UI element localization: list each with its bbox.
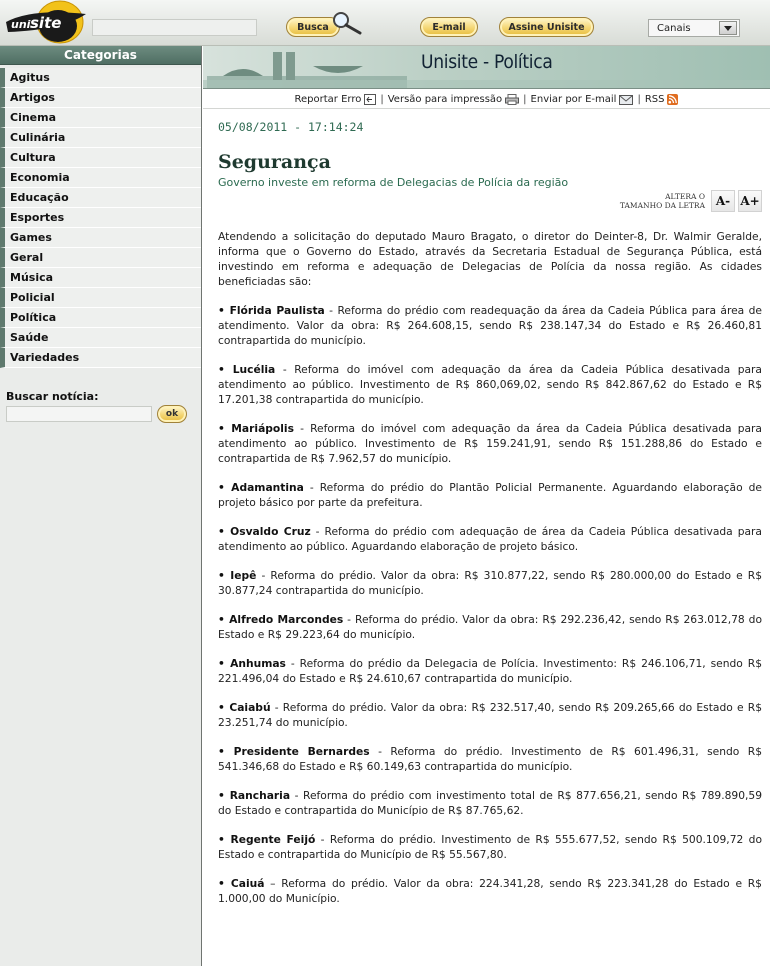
print-version-link[interactable] [388,94,519,105]
city-details: - Reforma do imóvel com adequação da área da Cadeia Pública desativada para atendimento ao público. Investimento de R$ 159.241,91, sendo R$ 151.288,86 do Estado e contrapartida de R$ 7.962,57 do município. [218,422,762,465]
city-name: Rancharia [229,789,291,802]
report-error-label: Reportar Erro [294,94,362,105]
rss-label: RSS [644,94,665,105]
section-title: Unisite - Política [421,51,553,73]
font-size-label [620,192,705,210]
font-size-controls [620,190,762,212]
list-item: • Caiuá – Reforma do prédio. Valor da obra: 224.341,28, sendo R$ 223.341,28 do Estado e R$ 1.000,00 do Município. [218,877,762,905]
sidebar-item-games[interactable]: Games [0,228,201,248]
city-details: - Reforma do prédio da Delegacia de Polícia. Investimento: R$ 246.106,71, sendo R$ 221.496,04 do Estado e R$ 24.610,67 contrapartida do município. [218,657,762,685]
sidebar-item-saude[interactable]: Saúde [0,328,201,348]
article-intro: Atendendo a solicitação do deputado Mauro Bragato, o diretor do Deinter-8, Dr. Walmir Geralde, informa que o Governo do Estado, através da Secretaria Estadual de Segurança Pública, está investindo em reforma e adequação de Delegacias de Polícia da nossa região. As cidades beneficiadas são: [218,230,762,288]
article-title: Segurança [218,151,331,173]
sidebar-item-culinaria[interactable]: Culinária [0,128,201,148]
city-details: - Reforma do prédio. Investimento de R$ 601.496,31, sendo R$ 541.346,68 do Estado e R$ 60.149,63 contrapartida do município. [218,745,762,773]
separator: | [523,94,527,105]
envelope-icon [619,95,633,105]
city-details: - Reforma do imóvel com adequação da área da Cadeia Pública desativada para atendimento ao público. Investimento de R$ 860,069,02, sendo R$ 842.867,62 do Estado e R$ 17.201,38 contrapartida do município. [218,363,762,406]
list-item: • Alfredo Marcondes - Reforma do prédio. Valor da obra: R$ 292.236,42, sendo R$ 263.012,78 do Estado e R$ 29.223,64 do município. [218,613,762,641]
city-name: Flórida Paulista [229,304,325,317]
list-item: • Osvaldo Cruz - Reforma do prédio com adequação de área da Cadeia Pública desativada para atendimento ao público. Aguardando elaboração de projeto básico. [218,525,762,553]
city-name: Mariápolis [231,422,294,435]
chevron-down-icon[interactable] [719,21,737,35]
top-search-input[interactable] [92,19,257,36]
font-size-label-line-2: TAMANHO DA LETRA [619,201,705,210]
city-name: Alfredo Marcondes [229,613,344,626]
channels-select[interactable] [648,19,740,37]
news-search-button[interactable]: ok [157,405,187,423]
list-item: • Rancharia - Reforma do prédio com investimento total de R$ 877.656,21, sendo R$ 789.890,59 do Estado e contrapartida do Município de R$ 87.765,62. [218,789,762,817]
list-item: • Flórida Paulista - Reforma do prédio com readequação da área da Cadeia Pública para área de atendimento. Valor da obra: R$ 264.608,15, sendo R$ 238.147,34 do Estado e R$ 26.460,81 contrapartida do município. [218,304,762,347]
city-name: Caiabú [229,701,271,714]
city-name: Regente Feijó [230,833,316,846]
city-name: Presidente Bernardes [233,745,370,758]
city-details: - Reforma do prédio do Plantão Policial Permanente. Aguardando elaboração de projeto básico por parte da prefeitura. [218,481,762,509]
city-name: Osvaldo Cruz [230,525,311,538]
list-item: • Adamantina - Reforma do prédio do Plantão Policial Permanente. Aguardando elaboração de projeto básico por parte da prefeitura. [218,481,762,509]
city-details: - Reforma do prédio com adequação de área da Cadeia Pública desativada para atendimento ao público. Aguardando elaboração de projeto básico. [218,525,762,553]
article-datetime: 05/08/2011 - 17:14:24 [218,120,364,134]
search-button[interactable]: Busca [286,17,340,37]
magnifier-icon [330,10,364,36]
sidebar-item-policial[interactable]: Policial [0,288,201,308]
city-details: - Reforma do prédio com investimento total de R$ 877.656,21, sendo R$ 789.890,59 do Estado e contrapartida do Município de R$ 87.765,62. [218,789,762,817]
city-details: - Reforma do prédio. Investimento de R$ 555.677,52, sendo R$ 500.109,72 do Estado e contrapartida do Município de R$ 55.567,80. [218,833,762,861]
back-arrow-icon [364,94,376,105]
city-details: - Reforma do prédio com readequação da área da Cadeia Pública para área de atendimento. Valor da obra: R$ 264.608,15, sendo R$ 238.147,34 do Estado e R$ 26.460,81 contrapartida do município. [218,304,762,347]
send-email-link[interactable] [531,94,634,105]
city-name: Lucélia [232,363,276,376]
top-bar [0,0,770,46]
city-details: – Reforma do prédio. Valor da obra: 224.341,28, sendo R$ 223.341,28 do Estado e R$ 1.000,00 do Município. [218,877,762,905]
city-name: Iepê [230,569,257,582]
sidebar-item-educacao[interactable]: Educação [0,188,201,208]
news-search-label: Buscar notícia: [6,390,99,403]
print-version-label: Versão para impressão [387,94,503,105]
printer-icon [505,94,519,105]
list-item: • Iepê - Reforma do prédio. Valor da obra: R$ 310.877,22, sendo R$ 280.000,00 do Estado e R$ 30.877,24 contrapartida do município. [218,569,763,597]
section-banner [203,46,770,89]
city-details: - Reforma do prédio. Valor da obra: R$ 292.236,42, sendo R$ 263.012,78 do Estado e R$ 29.223,64 do município. [218,613,762,641]
news-search-input[interactable] [6,406,152,422]
list-item: • Regente Feijó - Reforma do prédio. Investimento de R$ 555.677,52, sendo R$ 500.109,72 do Estado e contrapartida do Município de R$ 55.567,80. [218,833,762,861]
subscribe-button[interactable]: Assine Unisite [499,17,594,37]
sidebar-item-politica[interactable]: Política [0,308,201,328]
send-email-label: Enviar por E-mail [530,94,617,105]
rss-link[interactable] [645,94,679,105]
sidebar-item-variedades[interactable]: Variedades [0,348,201,368]
svg-text:uni: uni [11,18,31,31]
list-item: • Anhumas - Reforma do prédio da Delegacia de Polícia. Investimento: R$ 246.106,71, sendo R$ 221.496,04 do Estado e R$ 24.610,67 contrapartida do município. [218,657,762,685]
list-item: • Mariápolis - Reforma do imóvel com adequação da área da Cadeia Pública desativada para atendimento ao público. Investimento de R$ 159.241,91, sendo R$ 151.288,86 do Estado e contrapartida de R$ 7.962,57 do município. [218,422,762,465]
sidebar-item-cultura[interactable]: Cultura [0,148,201,168]
svg-text:site: site [30,14,62,32]
sidebar [0,46,202,966]
article-actions [203,91,770,109]
category-list [0,68,201,368]
city-details: - Reforma do prédio. Valor da obra: R$ 232.517,40, sendo R$ 209.265,66 do Estado e R$ 23.251,74 do município. [218,701,762,729]
city-name: Anhumas [230,657,286,670]
sidebar-item-artigos[interactable]: Artigos [0,88,201,108]
font-increase-button[interactable]: A+ [738,190,762,212]
list-item: • Lucélia - Reforma do imóvel com adequação da área da Cadeia Pública desativada para atendimento ao público. Investimento de R$ 860,069,02, sendo R$ 842.867,62 do Estado e R$ 17.201,38 contrapartida do município. [218,363,762,406]
rss-icon [667,94,678,105]
article-body [218,229,762,906]
city-name: Adamantina [231,481,304,494]
banner-divider [203,88,770,89]
report-error-link[interactable] [295,94,377,105]
sidebar-item-economia[interactable]: Economia [0,168,201,188]
article [218,120,762,920]
sidebar-item-geral[interactable]: Geral [0,248,201,268]
sidebar-item-cinema[interactable]: Cinema [0,108,201,128]
unisite-logo[interactable] [2,0,88,46]
font-decrease-button[interactable]: A- [711,190,735,212]
channels-label: Canais [657,22,691,34]
sidebar-item-agitus[interactable]: Agitus [0,68,201,88]
separator: | [380,94,384,105]
sidebar-item-musica[interactable]: Música [0,268,201,288]
categories-heading: Categorias [0,46,201,65]
article-subtitle: Governo investe em reforma de Delegacias de Polícia da região [218,176,569,189]
city-details: - Reforma do prédio. Valor da obra: R$ 310.877,22, sendo R$ 280.000,00 do Estado e R$ 30.877,24 contrapartida do município. [218,569,763,597]
list-item: • Presidente Bernardes - Reforma do prédio. Investimento de R$ 601.496,31, sendo R$ 541.346,68 do Estado e R$ 60.149,63 contrapartida do município. [218,745,762,773]
sidebar-item-esportes[interactable]: Esportes [0,208,201,228]
separator: | [637,94,641,105]
email-button[interactable]: E-mail [420,17,478,37]
font-size-label-line-1: ALTERA O [665,192,705,201]
list-item: • Caiabú - Reforma do prédio. Valor da obra: R$ 232.517,40, sendo R$ 209.265,66 do Estado e R$ 23.251,74 do município. [218,701,762,729]
city-name: Caiuá [230,877,265,890]
